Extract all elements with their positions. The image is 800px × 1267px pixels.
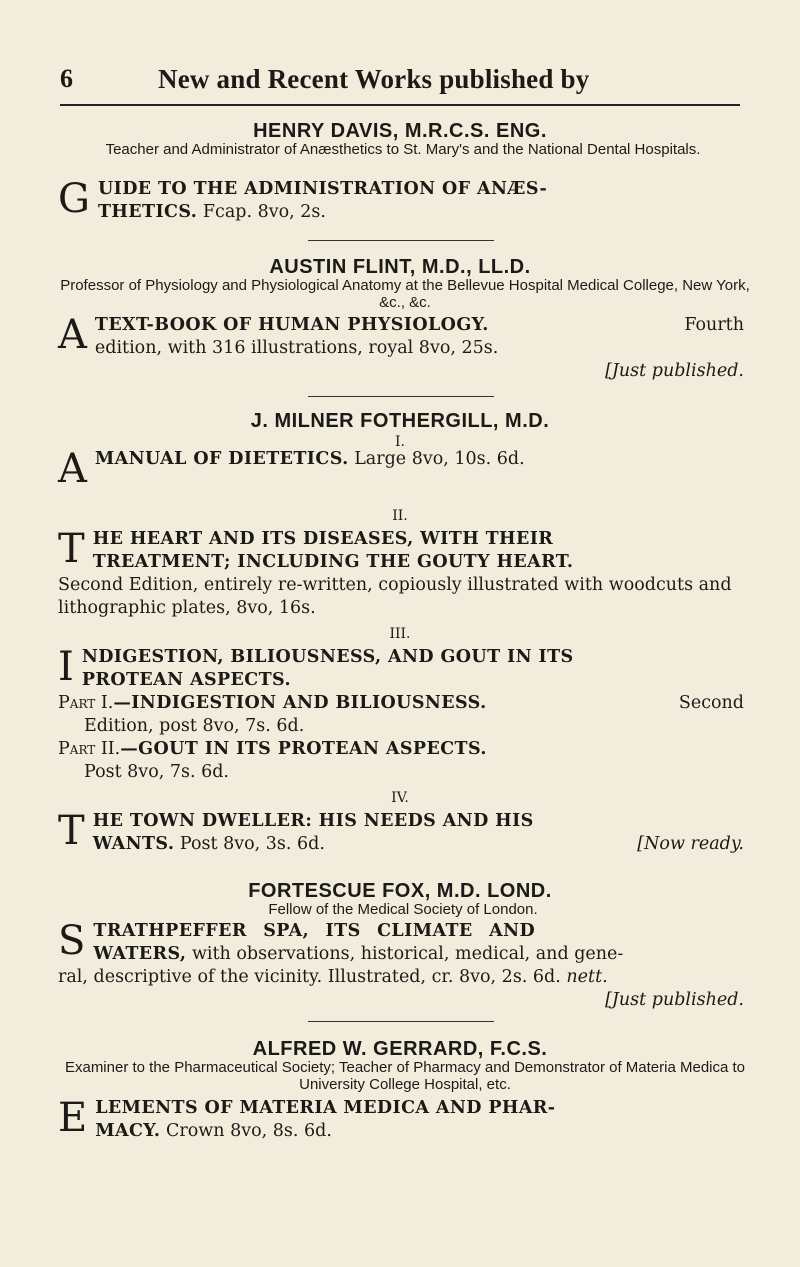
- page-header: [60, 58, 740, 106]
- numeral-i: I.: [395, 434, 405, 450]
- divider: [308, 240, 494, 241]
- dropcap: E: [58, 1095, 88, 1141]
- book-title-cont: WANTS.: [92, 834, 175, 854]
- dropcap: T: [58, 526, 85, 572]
- author-fox: FORTESCUE FOX, M.D. LOND.: [248, 880, 552, 902]
- book-details: Large 8vo, 10s. 6d.: [354, 449, 525, 469]
- book-title-cont: PROTEAN ASPECTS.: [81, 670, 291, 690]
- entry-fothergill-1: [58, 446, 744, 492]
- divider: [308, 1021, 494, 1022]
- book-title: LEMENTS OF MATERIA MEDICA AND PHAR-: [95, 1098, 556, 1118]
- publication-note: [Just published.: [605, 361, 744, 381]
- publication-note: [Just published.: [605, 990, 744, 1010]
- credentials-davis: Teacher and Administrator of Anæsthetics to St. Mary's and the National Dental Hospitals.: [105, 141, 701, 158]
- entry-fothergill-3: [58, 646, 744, 784]
- book-title: MANUAL OF DIETETICS.: [94, 449, 349, 469]
- divider: [308, 396, 494, 397]
- entry-davis: [58, 178, 744, 224]
- book-title-cont: THETICS.: [97, 202, 198, 222]
- numeral-iv: IV.: [391, 790, 409, 806]
- book-details: Fcap. 8vo, 2s.: [202, 202, 326, 222]
- author-fothergill: J. MILNER FOTHERGILL, M.D.: [250, 410, 550, 432]
- book-details: Post 8vo, 3s. 6d.: [179, 834, 325, 854]
- credentials-flint: Professor of Physiology and Physiological Anatomy at the Bellevue Hospital Medical College, New York, &c., &c.: [60, 277, 750, 311]
- part-details-cont: Edition, post 8vo, 7s. 6d.: [84, 716, 305, 736]
- entry-fothergill-2: [58, 528, 744, 620]
- part-details: Post 8vo, 7s. 6d.: [84, 762, 229, 782]
- credentials-fox: Fellow of the Medical Society of London.: [268, 901, 538, 918]
- book-title: TRATHPEFFER SPA, ITS CLIMATE AND: [93, 921, 536, 941]
- author-flint: AUSTIN FLINT, M.D., LL.D.: [269, 256, 531, 278]
- entry-gerrard: [58, 1097, 744, 1143]
- credentials-gerrard: Examiner to the Pharmaceutical Society; Teacher of Pharmacy and Demonstrator of Materia Medica to University College Hospital, etc.: [64, 1059, 746, 1093]
- price-qualifier: nett.: [566, 967, 608, 987]
- book-details: Fourth: [684, 315, 744, 335]
- part-label: Part II.: [58, 739, 121, 759]
- running-head: New and Recent Works published by: [158, 64, 590, 94]
- book-title-cont: WATERS,: [93, 944, 187, 964]
- part-title: —GOUT IN ITS PROTEAN ASPECTS.: [120, 739, 487, 759]
- book-title: UIDE TO THE ADMINISTRATION OF ANÆS-: [97, 179, 548, 199]
- part-details: Second: [678, 693, 744, 713]
- numeral-ii: II.: [392, 508, 408, 524]
- entry-flint: [58, 314, 744, 383]
- book-details: Crown 8vo, 8s. 6d.: [166, 1121, 332, 1141]
- publication-note: [Now ready.: [637, 834, 744, 854]
- book-title: HE TOWN DWELLER: HIS NEEDS AND HIS: [92, 811, 534, 831]
- book-title: HE HEART AND ITS DISEASES, WITH THEIR: [92, 529, 554, 549]
- book-details: Second Edition, entirely re-written, copiously illustrated with woodcuts and lithographic plates, 8vo, 16s.: [58, 575, 732, 618]
- book-details-cont: edition, with 316 illustrations, royal 8vo, 25s.: [94, 338, 499, 358]
- numeral-iii: III.: [389, 626, 411, 642]
- author-davis: HENRY DAVIS, M.R.C.S. ENG.: [253, 120, 547, 142]
- dropcap: S: [58, 918, 86, 964]
- part-title: —INDIGESTION AND BILIOUSNESS.: [113, 693, 487, 713]
- entry-fox: [58, 920, 744, 1012]
- page-number: 6: [60, 64, 73, 93]
- dropcap: I: [58, 644, 74, 690]
- author-gerrard: ALFRED W. GERRARD, F.C.S.: [252, 1038, 548, 1060]
- book-title: TEXT-BOOK OF HUMAN PHYSIOLOGY.: [94, 315, 489, 335]
- dropcap: A: [58, 446, 87, 492]
- book-title-cont: TREATMENT; INCLUDING THE GOUTY HEART.: [92, 552, 574, 572]
- part-label: Part I.: [58, 693, 114, 713]
- book-details-cont: ral, descriptive of the vicinity. Illustrated, cr. 8vo, 2s. 6d.: [58, 967, 561, 987]
- dropcap: A: [58, 312, 87, 358]
- entry-fothergill-4: [58, 810, 744, 856]
- dropcap: T: [58, 808, 85, 854]
- dropcap: G: [58, 176, 90, 222]
- book-title-cont: MACY.: [95, 1121, 161, 1141]
- book-details: with observations, historical, medical, and gene-: [191, 944, 624, 964]
- book-title: NDIGESTION, BILIOUSNESS, AND GOUT IN ITS: [81, 647, 574, 667]
